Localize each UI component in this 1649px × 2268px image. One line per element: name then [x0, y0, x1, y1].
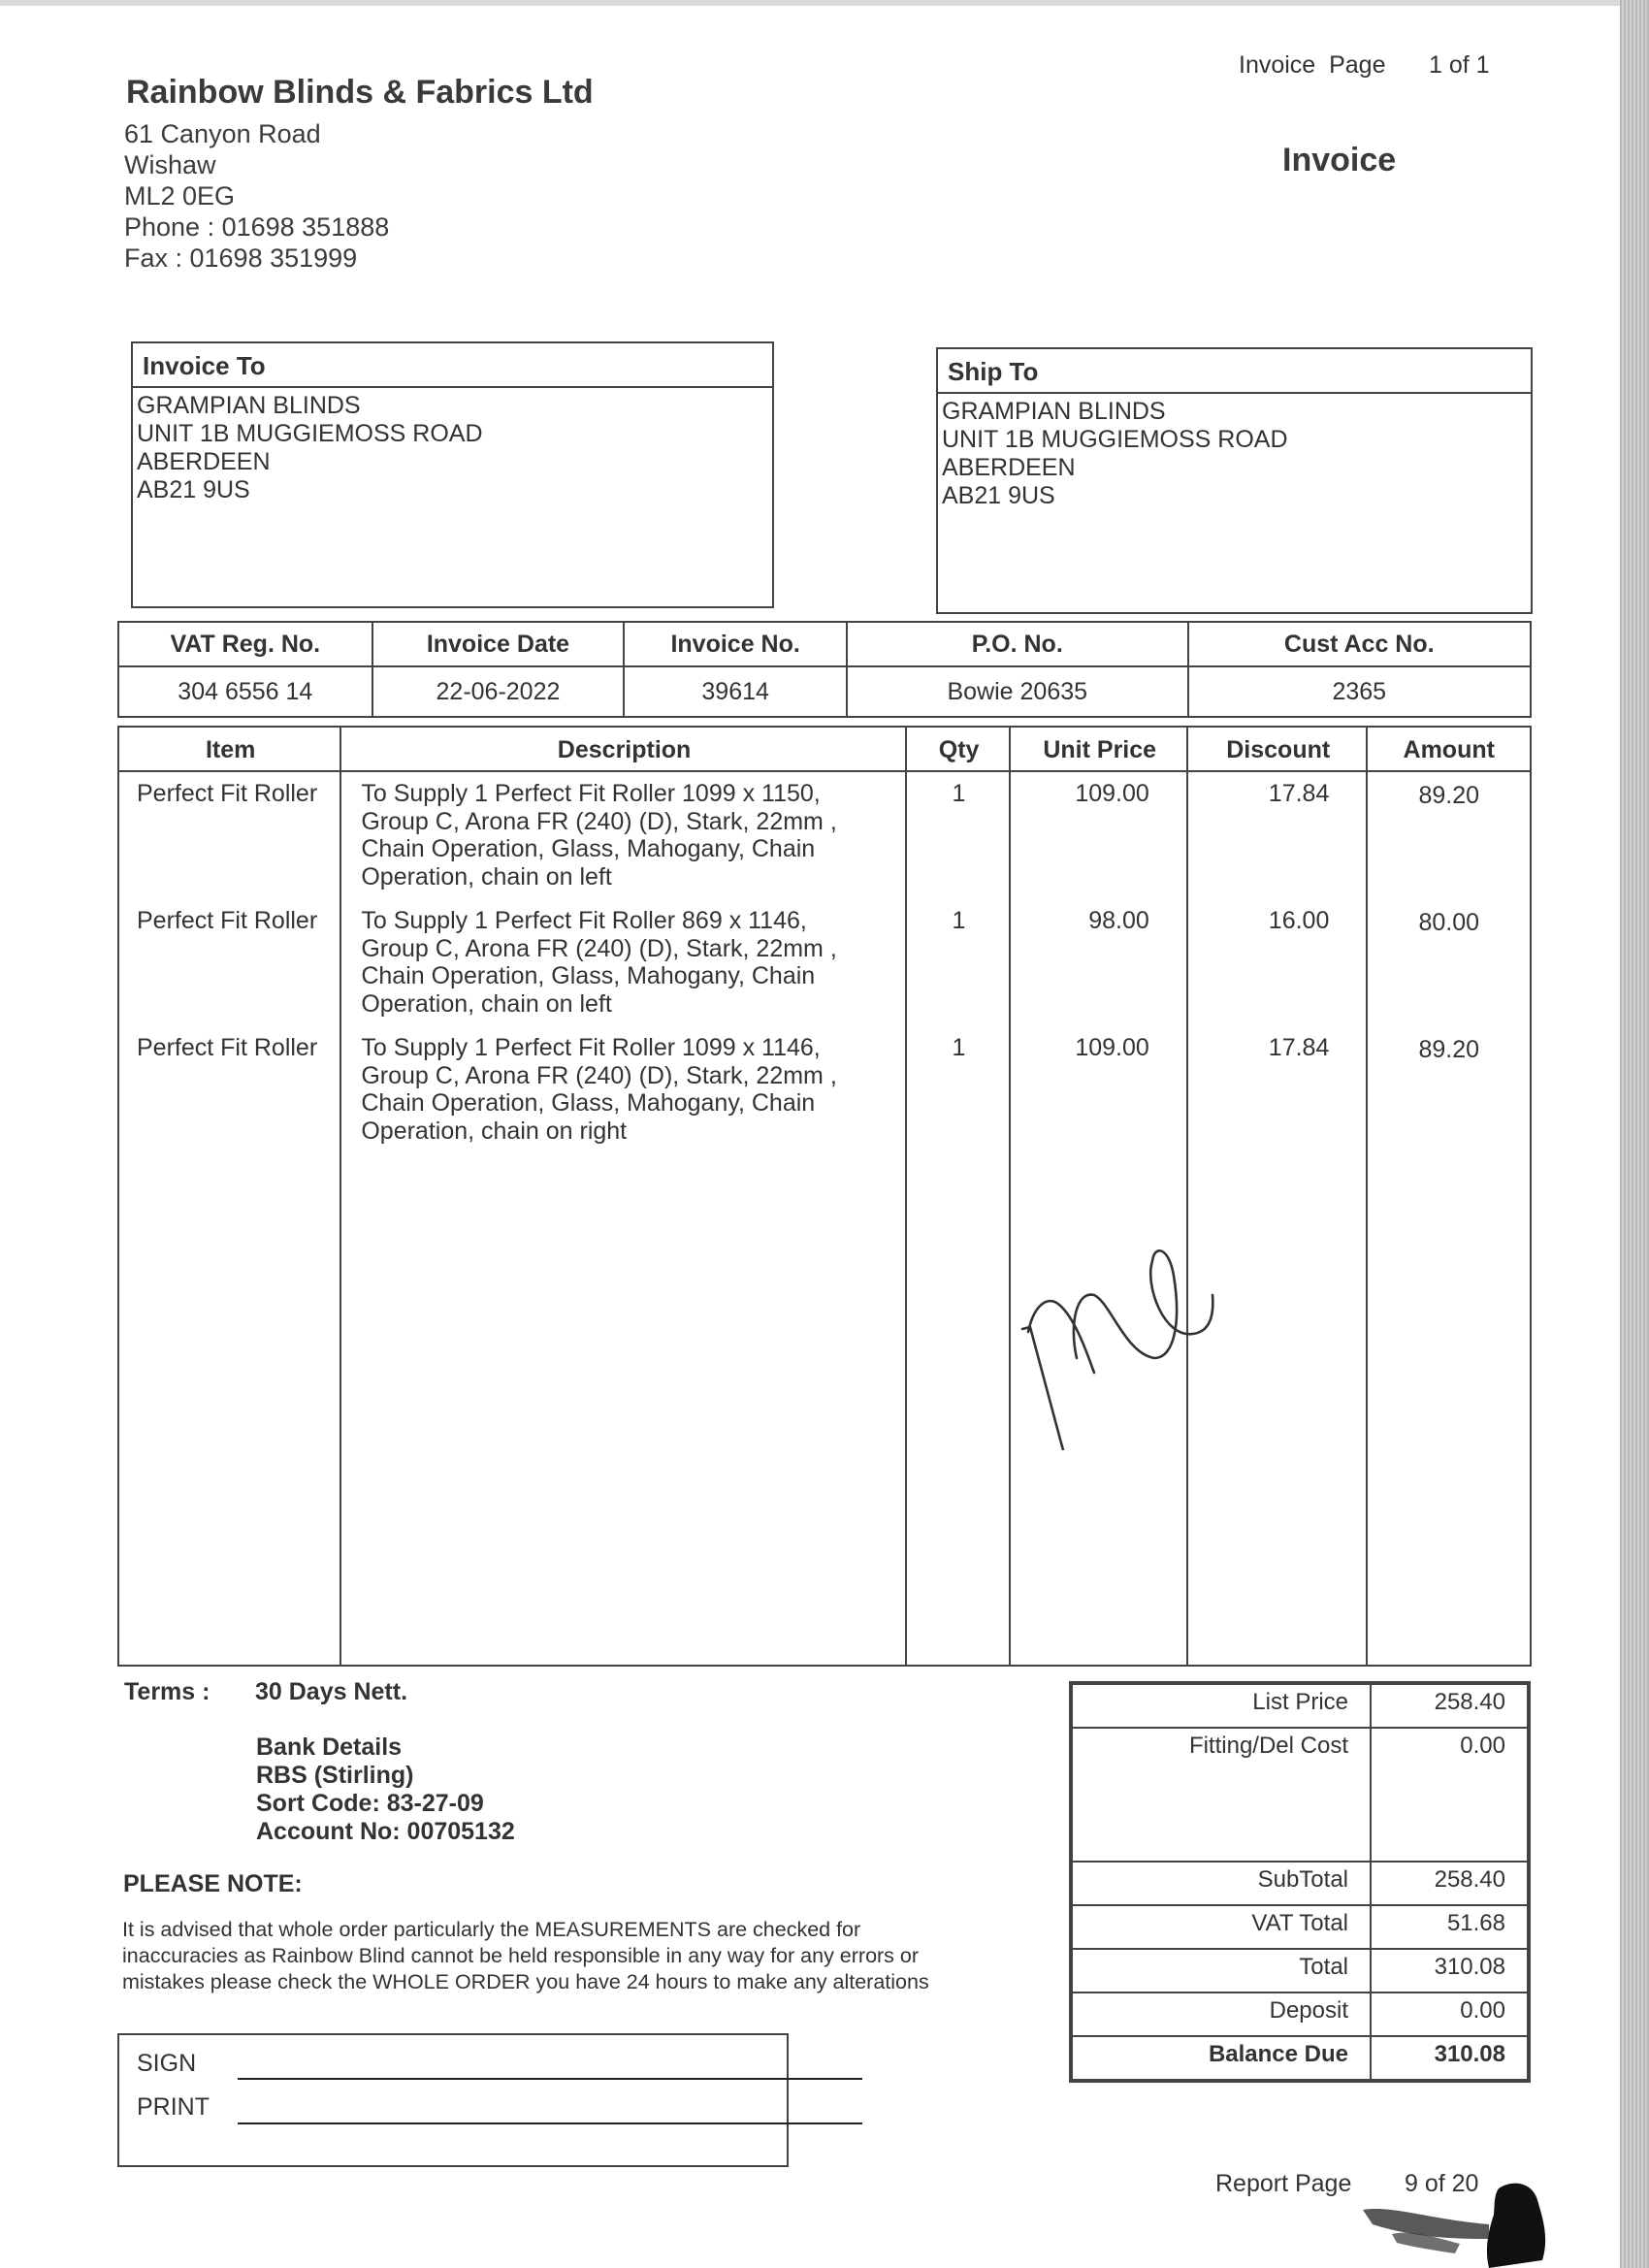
vat-reg-no: 304 6556 14: [118, 666, 372, 717]
item-discount: 16.00: [1268, 907, 1330, 934]
company-address-line: ML2 0EG: [124, 181, 236, 211]
invoice-date: 22-06-2022: [372, 666, 625, 717]
col-header-discount: Discount: [1226, 736, 1331, 763]
list-price-label: List Price: [1072, 1684, 1371, 1728]
balance-due-value: 310.08: [1371, 2036, 1528, 2080]
description-line: Operation, chain on left: [361, 862, 612, 891]
col-header-amount: Amount: [1403, 736, 1495, 763]
invoice-page-indicator: [1239, 51, 1490, 80]
company-address-line: Wishaw: [124, 150, 216, 179]
invoice-to-line: AB21 9US: [137, 476, 250, 503]
fitting-label: Fitting/Del Cost: [1072, 1728, 1371, 1862]
company-address: [124, 118, 389, 274]
description-line: Operation, chain on left: [361, 989, 612, 1018]
invoice-meta-table: [117, 621, 1532, 718]
deposit-label: Deposit: [1072, 1993, 1371, 2036]
line-items-table: [117, 726, 1532, 1667]
scan-edge-right: [1620, 0, 1649, 2268]
line-items-header: [119, 728, 1530, 772]
fitting-value: 0.00: [1371, 1728, 1528, 1862]
note-line: It is advised that whole order particularly the MEASUREMENTS are checked for: [122, 1918, 861, 1941]
invoice-to-box: [131, 341, 774, 608]
subtotal-label: SubTotal: [1072, 1862, 1371, 1905]
note-line: inaccuracies as Rainbow Blind cannot be held responsible in any way for any errors or: [122, 1944, 920, 1967]
table-row: [119, 1032, 1530, 1159]
item-unit-price: 109.00: [1075, 780, 1149, 807]
sign-label: SIGN: [137, 2050, 197, 2077]
col-header-unit-price: Unit Price: [1043, 736, 1157, 763]
cust-acc-number: 2365: [1188, 666, 1531, 717]
ink-blot: [1487, 2184, 1545, 2268]
print-label: PRINT: [137, 2093, 210, 2121]
report-page-label: Report Page: [1215, 2170, 1352, 2197]
item-name: Perfect Fit Roller: [137, 1034, 318, 1061]
description-line: Chain Operation, Glass, Mahogany, Chain: [361, 835, 816, 862]
po-number: Bowie 20635: [847, 666, 1187, 717]
invoice-to-line: ABERDEEN: [137, 448, 271, 475]
total-value: 310.08: [1371, 1949, 1528, 1993]
ship-to-line: UNIT 1B MUGGIEMOSS ROAD: [942, 426, 1288, 453]
ink-stain-mark: [1343, 2171, 1596, 2268]
total-label: Total: [1072, 1949, 1371, 1993]
terms-value: 30 Days Nett.: [255, 1678, 408, 1705]
ship-to-line: AB21 9US: [942, 482, 1055, 509]
report-page-value: 9 of 20: [1405, 2170, 1479, 2197]
description-line: Operation, chain on right: [361, 1117, 628, 1145]
description-line: Chain Operation, Glass, Mahogany, Chain: [361, 962, 816, 989]
scan-edge-top: [0, 0, 1649, 6]
meta-header-cust-acc: Cust Acc No.: [1188, 622, 1531, 666]
account-number: Account No: 00705132: [256, 1818, 515, 1845]
col-header-qty: Qty: [938, 736, 980, 763]
invoice-number: 39614: [624, 666, 847, 717]
bank-name: RBS (Stirling): [256, 1762, 414, 1789]
table-row: [119, 778, 1530, 905]
vat-total-label: VAT Total: [1072, 1905, 1371, 1949]
item-discount: 17.84: [1268, 1034, 1330, 1061]
totals-row-fitting: [1072, 1728, 1528, 1862]
item-amount: 89.20: [1418, 1036, 1479, 1063]
print-field[interactable]: [238, 2122, 862, 2124]
initials-stroke: [1022, 1250, 1212, 1450]
sign-field[interactable]: [238, 2078, 862, 2080]
please-note-heading: PLEASE NOTE:: [123, 1870, 303, 1897]
item-unit-price: 109.00: [1075, 1034, 1149, 1061]
invoice-page-value: 1 of 1: [1429, 51, 1490, 79]
item-qty: 1: [952, 907, 966, 934]
totals-row-balance-due: [1072, 2036, 1528, 2080]
invoice-to-address: [133, 388, 772, 508]
totals-row-list-price: [1072, 1684, 1528, 1728]
description-line: Chain Operation, Glass, Mahogany, Chain: [361, 1089, 816, 1117]
terms-label: Terms :: [124, 1678, 210, 1705]
table-row: [119, 905, 1530, 1032]
line-items-body: [119, 778, 1530, 1159]
ink-smear: [1363, 2209, 1489, 2239]
item-discount: 17.84: [1268, 780, 1330, 807]
item-description: [341, 1032, 906, 1159]
meta-header-invoice-no: Invoice No.: [624, 622, 847, 666]
meta-value-row: [118, 666, 1531, 717]
description-line: Group C, Arona FR (240) (D), Stark, 22mm ,: [361, 934, 837, 962]
description-line: To Supply 1 Perfect Fit Roller 1099 x 1150,: [361, 780, 821, 807]
item-description: [341, 905, 906, 1032]
item-amount: 89.20: [1418, 782, 1479, 809]
item-name: Perfect Fit Roller: [137, 907, 318, 934]
ship-to-line: ABERDEEN: [942, 454, 1076, 481]
invoice-page-label: Invoice Page: [1239, 51, 1386, 79]
sort-code: Sort Code: 83-27-09: [256, 1790, 484, 1817]
description-line: To Supply 1 Perfect Fit Roller 1099 x 1146,: [361, 1034, 821, 1061]
company-phone: Phone : 01698 351888: [124, 212, 390, 242]
deposit-value: 0.00: [1371, 1993, 1528, 2036]
ship-to-box: [936, 347, 1533, 614]
item-description: [341, 778, 906, 905]
vat-total-value: 51.68: [1371, 1905, 1528, 1949]
item-name: Perfect Fit Roller: [137, 780, 318, 807]
meta-header-po: P.O. No.: [847, 622, 1187, 666]
sign-print-box: [117, 2033, 789, 2167]
invoice-to-line: GRAMPIAN BLINDS: [137, 392, 361, 419]
balance-due-label: Balance Due: [1072, 2036, 1371, 2080]
totals-row-deposit: [1072, 1993, 1528, 2036]
meta-header-vat: VAT Reg. No.: [118, 622, 372, 666]
totals-row-total: [1072, 1949, 1528, 1993]
description-line: To Supply 1 Perfect Fit Roller 869 x 1146,: [361, 907, 807, 934]
handwritten-initials: [1009, 1217, 1242, 1450]
meta-header-row: [118, 622, 1531, 666]
ship-to-heading: Ship To: [938, 349, 1531, 394]
col-header-description: Description: [557, 736, 692, 763]
description-line: Group C, Arona FR (240) (D), Stark, 22mm ,: [361, 807, 837, 835]
item-qty: 1: [952, 780, 966, 807]
ship-to-line: GRAMPIAN BLINDS: [942, 398, 1166, 425]
company-name: Rainbow Blinds & Fabrics Ltd: [126, 74, 594, 111]
company-address-line: 61 Canyon Road: [124, 119, 321, 148]
meta-header-date: Invoice Date: [372, 622, 625, 666]
bank-details: [256, 1733, 515, 1846]
col-header-item: Item: [205, 736, 256, 763]
invoice-to-heading: Invoice To: [133, 343, 772, 388]
document-title: Invoice: [1282, 142, 1397, 178]
ship-to-address: [938, 394, 1531, 514]
invoice-to-line: UNIT 1B MUGGIEMOSS ROAD: [137, 420, 483, 447]
company-fax: Fax : 01698 351999: [124, 243, 358, 273]
list-price-value: 258.40: [1371, 1684, 1528, 1728]
item-unit-price: 98.00: [1088, 907, 1149, 934]
subtotal-value: 258.40: [1371, 1862, 1528, 1905]
item-amount: 80.00: [1418, 909, 1479, 936]
item-qty: 1: [952, 1034, 966, 1061]
totals-row-vat: [1072, 1905, 1528, 1949]
totals-row-subtotal: [1072, 1862, 1528, 1905]
please-note-text: [122, 1917, 1024, 1995]
totals-table: [1069, 1681, 1531, 2083]
bank-details-heading: Bank Details: [256, 1733, 403, 1761]
description-line: Group C, Arona FR (240) (D), Stark, 22mm ,: [361, 1061, 837, 1089]
note-line: mistakes please check the WHOLE ORDER you have 24 hours to make any alterations: [122, 1970, 929, 1993]
